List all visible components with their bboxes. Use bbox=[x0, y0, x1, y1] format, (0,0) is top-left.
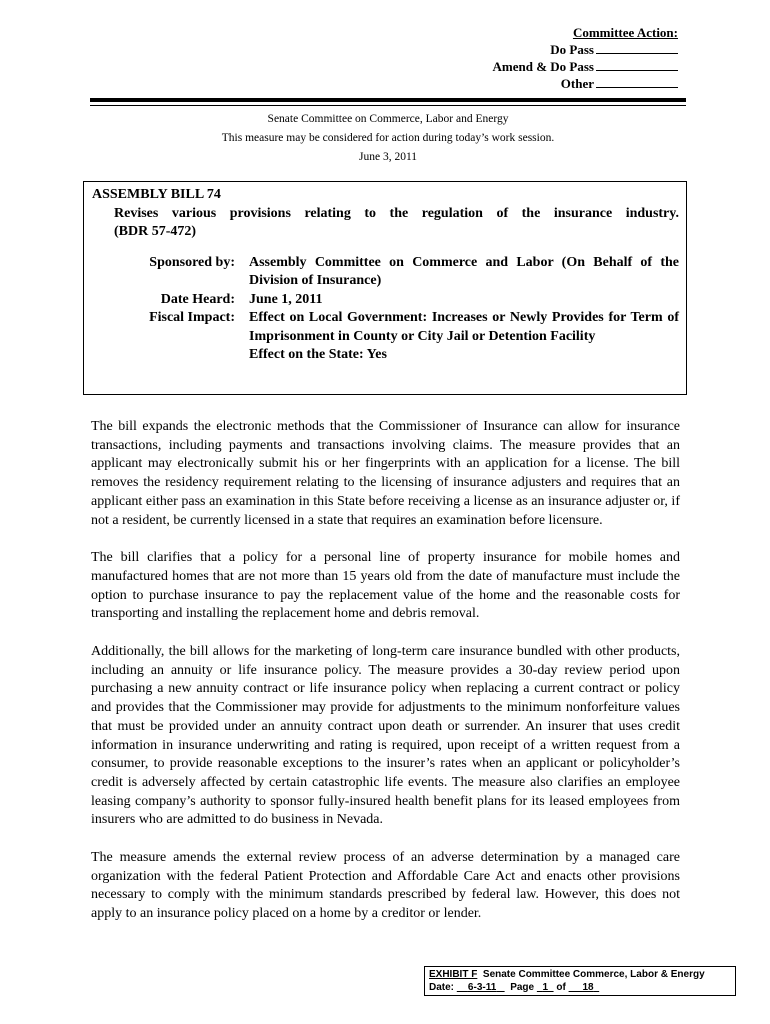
exhibit-date-value: 6-3-11 bbox=[467, 982, 497, 993]
exhibit-line-2 bbox=[429, 981, 731, 994]
date-heard-label: Date Heard: bbox=[160, 291, 235, 307]
bill-bdr: (BDR 57-472) bbox=[114, 224, 197, 239]
exhibit-stamp bbox=[424, 966, 736, 996]
bill-meta bbox=[92, 254, 679, 365]
amend-do-pass-blank bbox=[596, 58, 678, 71]
bill-body bbox=[91, 418, 680, 943]
header-rule-thick bbox=[90, 98, 686, 102]
other-line: Other bbox=[493, 75, 678, 92]
fiscal-impact-value bbox=[249, 309, 679, 365]
exhibit-committee: Senate Committee Commerce, Labor & Energy bbox=[482, 969, 705, 980]
paragraph-2: The bill clarifies that a policy for a personal line of property insurance for mobile homes and manufactured homes that are not more than 15 years old from the date of manufacture must include the option to purchase insurance to pay the replacement value of the home and the reasonable costs for transporting and installing the replacement home and debris removal. bbox=[91, 550, 680, 622]
bill-description: Revises various provisions relating to the regulation of the insurance industry. bbox=[114, 205, 679, 221]
committee-name: Senate Committee on Commerce, Labor and Energy bbox=[267, 113, 509, 125]
paragraph-3: Additionally, the bill allows for the marketing of long-term care insurance bundled with other products, including an annuity or life insurance policy. The measure provides a 30-day review period upon purchasing a new annuity contract or life insurance policy when replacing a current contract or policy and provides that the Commissioner may provide for adjustments to the minimum nonforfeiture values that must be provided under an annuity contract upon death or surrender. An insurer that uses credit information in insurance underwriting and rating is required, upon receipt of a written request from a consumer, to provide reasonable exceptions to the insurer’s rates when an applicant or policyholder’s credit is adversely affected by certain catastrophic life events. The measure also clarifies an employee leasing company’s authority to sponsor fully-insured health benefit plans for its leased employees from insurers who are admitted to do business in Nevada. bbox=[91, 644, 680, 828]
exhibit-line-1 bbox=[429, 968, 731, 981]
paragraph-4: The measure amends the external review process of an adverse determination by a managed care organization with the federal Patient Protection and Affordable Care Act and enacts other provisions necessary to comply with the minimum standards prescribed by federal law. However, this does not apply to an insurance policy placed on a home by a creditor or lender. bbox=[91, 850, 680, 922]
committee-action-title: Committee Action: bbox=[572, 25, 678, 40]
header-rule-thin bbox=[90, 105, 686, 106]
exhibit-page-value: 1 bbox=[542, 982, 548, 993]
session-date: June 3, 2011 bbox=[358, 151, 418, 163]
sponsored-label: Sponsored by: bbox=[149, 254, 235, 270]
fiscal-impact-label: Fiscal Impact: bbox=[149, 310, 235, 325]
exhibit-date-label: Date: bbox=[429, 982, 455, 993]
paragraph-1: The bill expands the electronic methods that the Commissioner of Insurance can allow for insurance transactions, including payments and transactions involving claims. The measure provides that an applicant may electronically submit his or her fingerprints with an application for a license. The bill removes the residency requirement relating to the licensing of insurance adjusters and requires that an applicant either pass an examination in this State before receiving a license as an insurance adjuster or, if not a resident, be currently licensed in a state that requires an examination before licensure. bbox=[91, 419, 680, 528]
fiscal-local: Effect on Local Government: Increases or Newly Provides for Term of Imprisonment in County or City Jail or Detention Facility bbox=[249, 310, 679, 344]
other-blank bbox=[596, 75, 678, 88]
exhibit-page-label: Page bbox=[510, 982, 535, 993]
bill-summary-box bbox=[83, 181, 687, 395]
exhibit-label: EXHIBIT F bbox=[429, 969, 478, 980]
do-pass-line: Do Pass bbox=[493, 41, 678, 58]
work-session-note: This measure may be considered for action during today’s work session. bbox=[221, 132, 555, 144]
fiscal-state: Effect on the State: Yes bbox=[249, 347, 387, 362]
bill-title: ASSEMBLY BILL 74 bbox=[92, 187, 221, 202]
subheader bbox=[90, 110, 686, 167]
do-pass-blank bbox=[596, 41, 678, 54]
amend-do-pass-line: Amend & Do Pass bbox=[493, 58, 678, 75]
date-heard-value: June 1, 2011 bbox=[249, 291, 323, 307]
exhibit-of-label: of bbox=[556, 982, 566, 993]
sponsored-value: Assembly Committee on Commerce and Labor (On Behalf of the Division of Insurance) bbox=[249, 254, 679, 288]
committee-action-block bbox=[493, 24, 678, 92]
exhibit-total-value: 18 bbox=[582, 982, 594, 993]
